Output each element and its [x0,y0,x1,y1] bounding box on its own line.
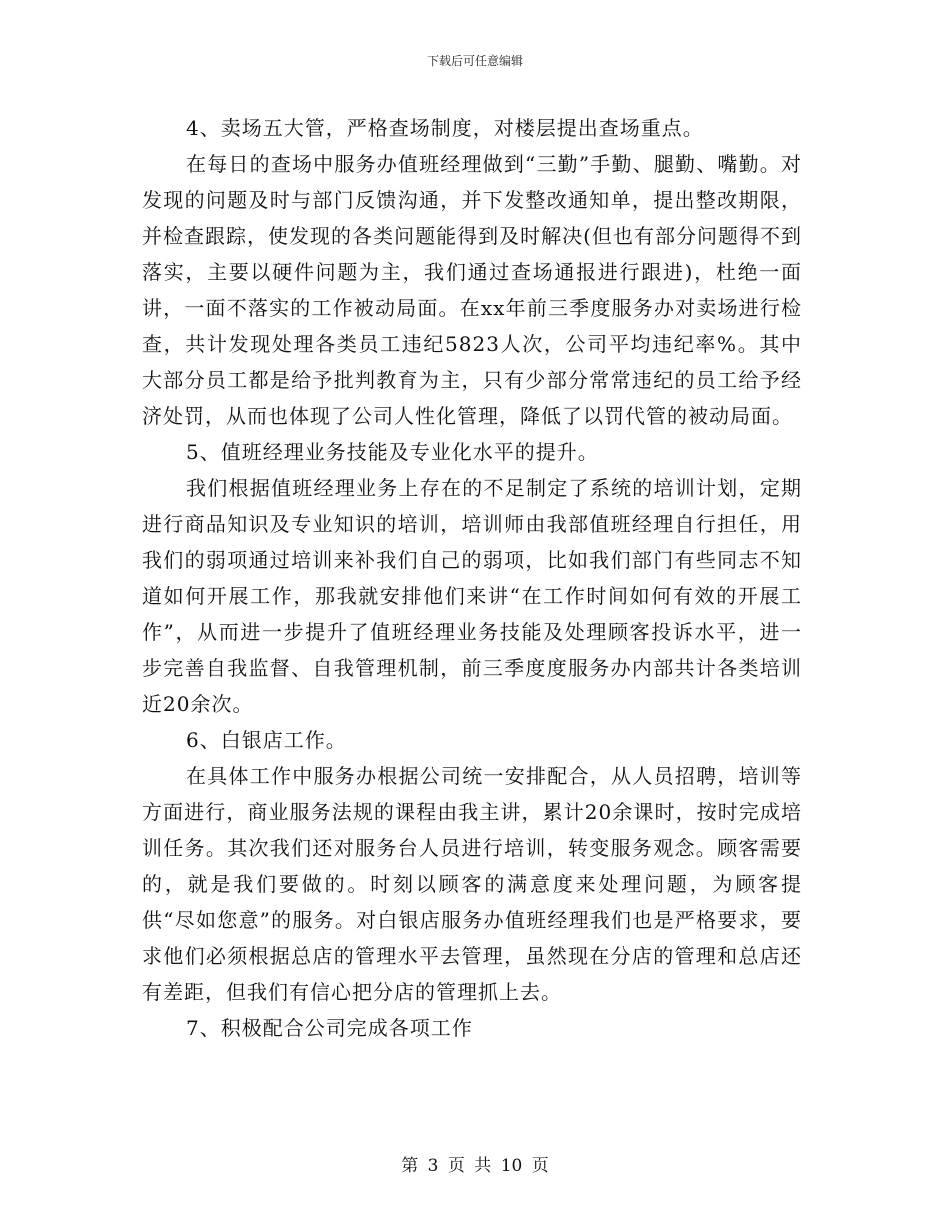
document-body [142,110,802,1046]
page-number: 第 3 页 共 10 页 [401,1156,549,1176]
paragraph-inspection: 在每日的查场中服务办值班经理做到“三勤”手勤、腿勤、嘴勤。对发现的问题及时与部门反馈沟通，并下发整改通知单，提出整改期限，并检查跟踪，使发现的各类问题能得到及时解决(但也有部分问题得不到落实，主要以硬件问题为主，我们通过查场通报进行跟进)，杜绝一面讲，一面不落实的工作被动局面。在xx年前三季度服务办对卖场进行检查，共计发现处理各类员工违纪5823人次，公司平均违纪率%。其中大部分员工都是给予批判教育为主，只有少部分常常违纪的员工给予经济处罚，从而也体现了公司人性化管理，降低了以罚代管的被动局面。 [142,152,802,428]
paragraph-baiyin-store: 在具体工作中服务办根据公司统一安排配合，从人员招聘，培训等方面进行，商业服务法规的课程由我主讲，累计20余课时，按时完成培训任务。其次我们还对服务台人员进行培训，转变服务观念。顾客需要的，就是我们要做的。时刻以顾客的满意度来处理问题，为顾客提供“尽如您意”的服务。对白银店服务办值班经理我们也是严格要求，要求他们必须根据总店的管理水平去管理，虽然现在分店的管理和总店还有差距，但我们有信心把分店的管理抓上去。 [142,764,802,1004]
section-heading-5: 5、值班经理业务技能及专业化水平的提升。 [186,440,599,464]
section-heading-6: 6、白银店工作。 [186,728,347,752]
page-header: 下载后可任意编辑 [426,54,523,68]
section-heading-7: 7、积极配合公司完成各项工作 [186,1016,473,1040]
section-heading-4: 4、卖场五大管，严格查场制度，对楼层提出查场重点。 [186,116,704,140]
paragraph-training: 我们根据值班经理业务上存在的不足制定了系统的培训计划，定期进行商品知识及专业知识的培训，培训师由我部值班经理自行担任，用我们的弱项通过培训来补我们自己的弱项，比如我们部门有些同志不知道如何开展工作，那我就安排他们来讲“在工作时间如何有效的开展工作”，从而进一步提升了值班经理业务技能及处理顾客投诉水平，进一步完善自我监督、自我管理机制，前三季度度服务办内部共计各类培训近20余次。 [142,476,802,716]
